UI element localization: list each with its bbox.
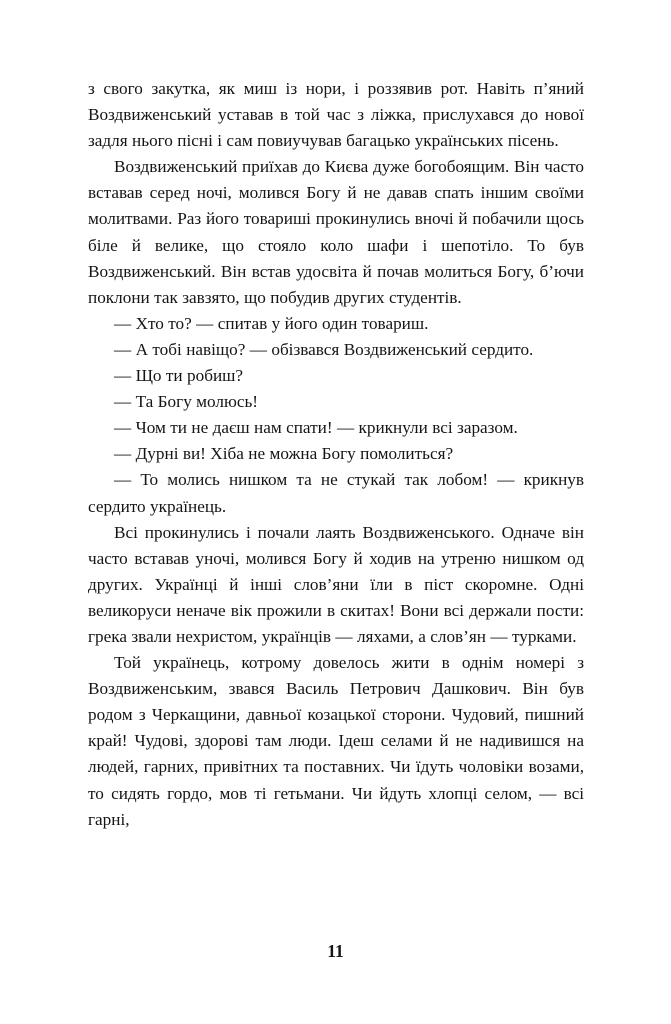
- paragraph-1: з свого закутка, як миш із нори, і роззявив рот. Навіть п’яний Воздвиженський уставав в той час з ліжка, прислухався до нової задля нього пісні і сам повиучував багацько українських пісень.: [88, 79, 584, 151]
- paragraph-10: Всі прокинулись і почали лаять Воздвиженського. Одначе він часто вставав уночі, молився Богу й ходив на утреню нишком од других. Українці й інші слов’яни їли в піст скоромне. Одні великоруси неначе вік прожили в скитах! Вони всі держали пости: грека звали нехристом, українців — ляхами, а слов’ян — турками.: [88, 522, 584, 646]
- paragraph-2: Воздвиженський приїхав до Києва дуже богобоящим. Він часто вставав серед ночі, молився Богу й не давав спать іншим своїми молитвами. Раз його товариші прокинулись вночі й побачили щось біле й велике, що стояло коло шафи і шепотіло. То був Воздвиженський. Він встав удосвіта й почав молиться Богу, б’ючи поклони так завзято, що побудив других студентів.: [88, 157, 584, 307]
- paragraph-5: — Що ти робиш?: [114, 366, 244, 386]
- paragraph-11: Той українець, котрому довелось жити в однім номері з Воздвиженським, звався Василь Петрович Дашкович. Він був родом з Черкащини, давньої козацької сторони. Чудовий, пишний край! Чудові, здорові там люди. Ідеш селами й не надивишся на людей, гарних, привітних та поставних. Чи їдуть чоловіки возами, то сидять гордо, мов ті гетьмани. Чи йдуть хлопці селом, — всі гарні,: [88, 653, 584, 829]
- paragraph-8: — Дурні ви! Хіба не можна Богу помолиться?: [114, 444, 454, 464]
- page-text-body: [88, 76, 584, 833]
- paragraph-6: — Та Богу молюсь!: [114, 392, 259, 412]
- paragraph-3: — Хто то? — спитав у його один товариш.: [114, 313, 429, 333]
- paragraph-9: — То молись нишком та не стукай так лобом! — крикнув сердито українець.: [88, 470, 584, 516]
- paragraph-7: — Чом ти не даєш нам спати! — крикнули всі заразом.: [114, 418, 518, 438]
- page-number: 11: [327, 941, 344, 961]
- paragraph-4: — А тобі навіщо? — обізвався Воздвиженський сердито.: [114, 339, 534, 359]
